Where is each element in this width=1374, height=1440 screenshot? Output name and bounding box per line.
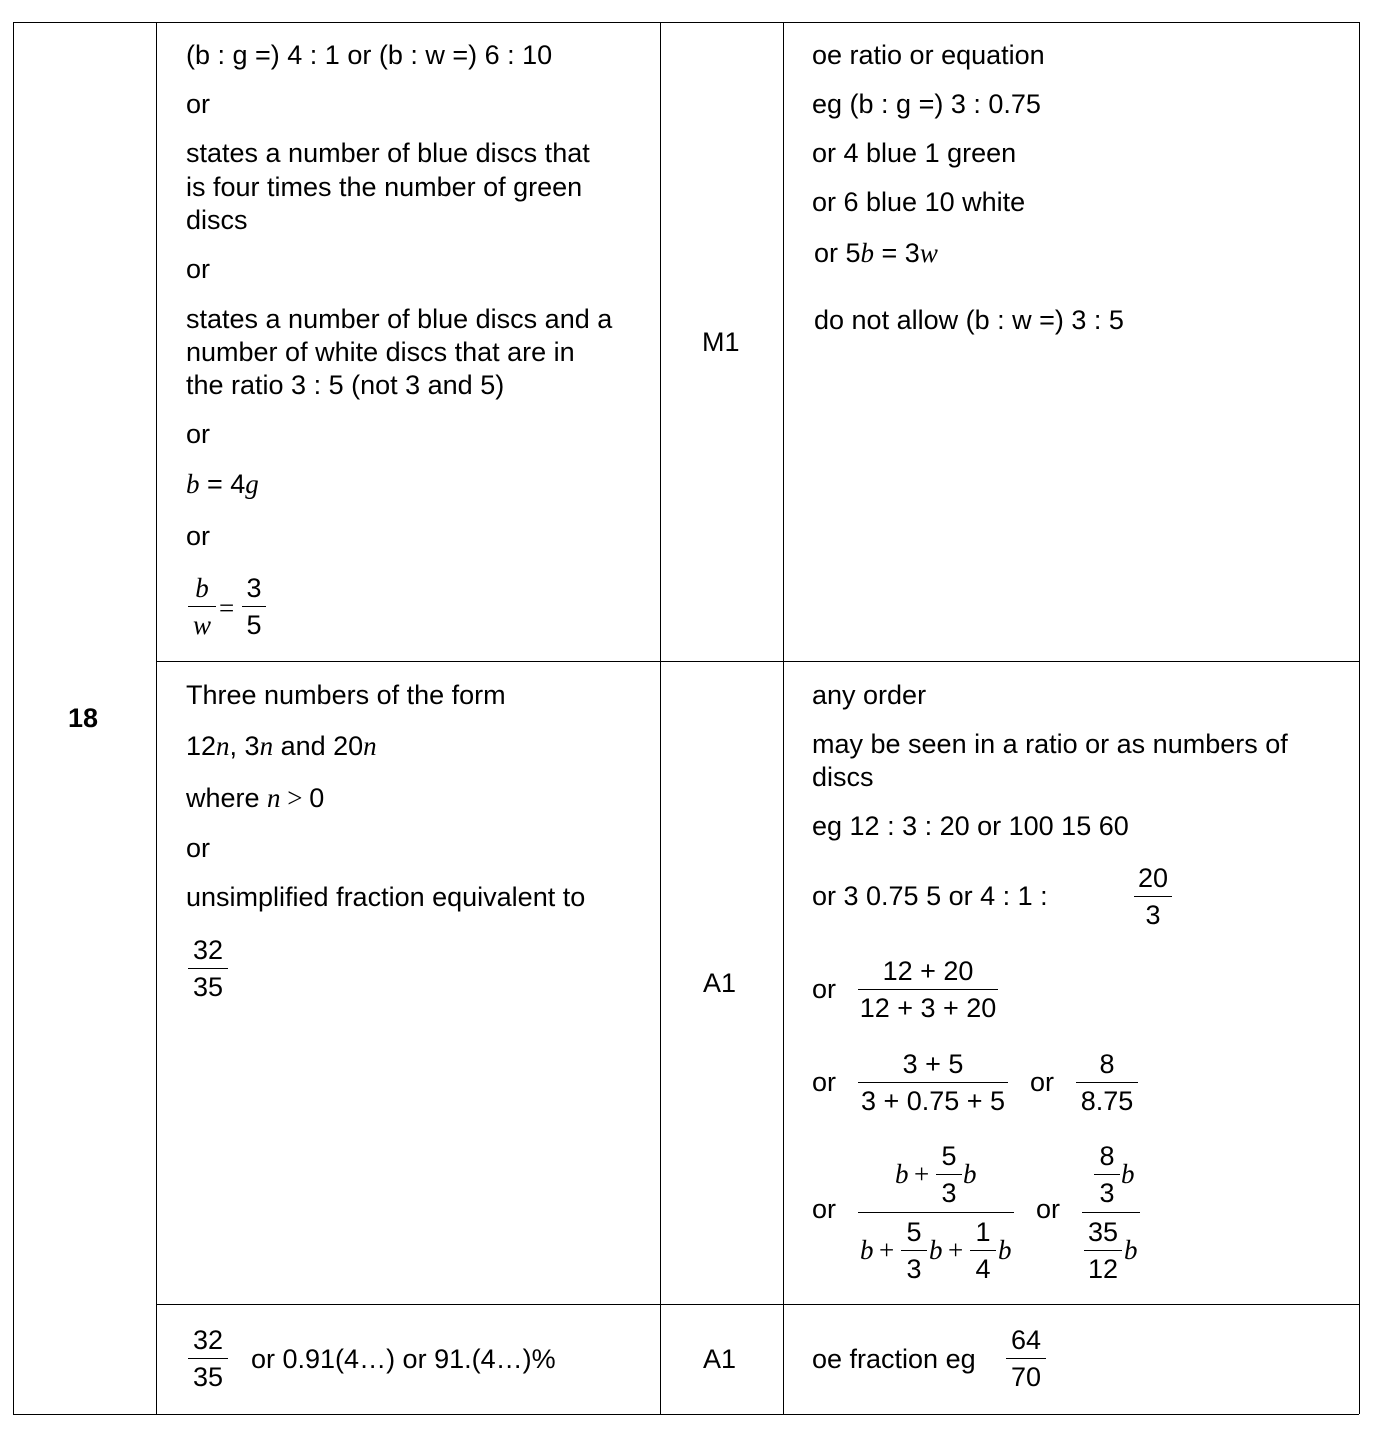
fraction-numerator: 3 <box>246 573 262 603</box>
comment-line: any order <box>812 680 927 710</box>
fraction-denominator: 5 <box>246 610 262 640</box>
or-text: or <box>186 254 211 284</box>
num-text: and 20 <box>273 731 364 761</box>
fraction-denominator: 70 <box>1010 1362 1042 1392</box>
comment-line: may be seen in a ratio or as numbers of <box>812 729 1288 759</box>
column-divider-3 <box>783 22 784 1414</box>
var-n: n <box>267 783 281 813</box>
column-divider-2 <box>660 22 661 1414</box>
fraction-numerator: 35 <box>1087 1217 1119 1247</box>
blue-green-line-2: is four times the number of green <box>186 172 583 202</box>
row-divider-2 <box>156 1304 1359 1305</box>
row-divider-1 <box>156 661 1359 662</box>
comment-line: eg 12 : 3 : 20 or 100 15 60 <box>812 811 1129 841</box>
gt-sign: > <box>280 783 310 813</box>
answer-line: unsimplified fraction equivalent to <box>186 882 586 912</box>
var-b: b <box>186 469 200 499</box>
fraction-denominator: 35 <box>192 972 224 1002</box>
or-text: or <box>812 1067 837 1097</box>
eq-text: or 5 <box>814 238 861 268</box>
fraction-denominator: 3 + 0.75 + 5 <box>860 1086 1006 1116</box>
num-text: 12 <box>186 731 217 761</box>
text: where <box>186 783 268 813</box>
row-3-mark: A1 <box>703 1344 737 1374</box>
text: 0 <box>309 783 325 813</box>
var-b: b <box>860 1235 874 1265</box>
blue-green-line-1: states a number of blue discs that <box>186 138 590 168</box>
or-text: or <box>812 974 837 1004</box>
comment-line: eg (b : g =) 3 : 0.75 <box>812 89 1041 119</box>
comment-equation <box>814 237 938 270</box>
num-text: , 3 <box>229 731 260 761</box>
ratio-line: (b : g =) 4 : 1 or (b : w =) 6 : 10 <box>186 40 553 70</box>
fraction-1-over-4 <box>970 1214 996 1287</box>
comment-line: or 3 0.75 5 or 4 : 1 : <box>812 881 1048 911</box>
var-w: w <box>919 238 938 268</box>
var-b: b <box>1124 1235 1138 1265</box>
fraction-numerator: 32 <box>192 1325 224 1355</box>
fraction-64-over-70 <box>1006 1322 1046 1395</box>
plus-sign: + <box>879 1235 895 1265</box>
fraction-numerator: 32 <box>192 935 224 965</box>
var-b: b <box>1121 1159 1135 1189</box>
fraction-denominator: w <box>192 610 211 640</box>
fraction-numerator: 12 + 20 <box>882 956 974 986</box>
var-b: b <box>963 1159 977 1189</box>
or-text: or <box>1036 1194 1061 1224</box>
fraction-32-over-35 <box>188 1322 228 1395</box>
var-b: b <box>860 238 875 268</box>
blue-white-line-3: the ratio 3 : 5 (not 3 and 5) <box>186 370 505 400</box>
blue-white-line-1: states a number of blue discs and a <box>186 304 613 334</box>
fraction-denominator: 3 <box>1145 900 1161 930</box>
fraction-sum-b <box>858 1046 1008 1119</box>
fraction-numerator: b <box>195 573 209 603</box>
fraction-numerator: 20 <box>1137 863 1169 893</box>
fraction-numerator: 5 <box>906 1217 922 1247</box>
fraction-denominator: 8.75 <box>1080 1086 1134 1116</box>
fraction-sum-a <box>858 953 998 1026</box>
fraction-denominator: 12 <box>1087 1254 1119 1284</box>
fraction-denominator: 3 <box>1099 1178 1115 1208</box>
or-text: or <box>186 89 211 119</box>
comment-line: do not allow (b : w =) 3 : 5 <box>814 305 1124 335</box>
comment-line: discs <box>812 762 874 792</box>
eq-text: = 3 <box>874 238 920 268</box>
or-text: or <box>186 419 211 449</box>
table-bottom-border <box>13 1414 1359 1415</box>
fraction-denominator: 3 <box>941 1178 957 1208</box>
fraction-5-over-3 <box>936 1138 962 1211</box>
equals-sign: = <box>219 593 235 623</box>
var-n: n <box>363 731 377 761</box>
fraction-denominator: 12 + 3 + 20 <box>859 993 997 1023</box>
comment-line: or 4 blue 1 green <box>812 138 1017 168</box>
plus-sign: + <box>948 1235 964 1265</box>
fraction-denominator: 3 <box>906 1254 922 1284</box>
comment-line: or 6 blue 10 white <box>812 187 1026 217</box>
form-12n-3n-20n <box>186 730 377 763</box>
fraction-bar <box>1082 1212 1140 1213</box>
answer-line: Three numbers of the form <box>186 680 506 710</box>
or-text: or <box>812 1194 837 1224</box>
or-text: or <box>186 521 211 551</box>
fraction-numerator: 3 + 5 <box>902 1049 964 1079</box>
fraction-numerator: 8 <box>1099 1141 1115 1171</box>
question-number: 18 <box>68 703 99 733</box>
table-top-border <box>13 22 1359 23</box>
fraction-numerator: 1 <box>975 1217 991 1247</box>
fraction-bar <box>858 1212 1014 1213</box>
or-text: or <box>186 833 211 863</box>
var-n: n <box>216 731 230 761</box>
fraction-b-over-w <box>188 570 216 643</box>
or-text: or <box>1030 1067 1055 1097</box>
row-1-mark: M1 <box>702 327 740 357</box>
comment-line: oe fraction eg <box>812 1344 976 1374</box>
eq-text: = 4 <box>199 469 246 499</box>
var-b: b <box>929 1235 943 1265</box>
var-n: n <box>259 731 274 761</box>
equation-b-4g <box>186 468 259 501</box>
where-n-gt-0 <box>186 782 324 815</box>
var-g: g <box>245 469 259 499</box>
var-b: b <box>895 1159 909 1189</box>
table-right-border <box>1359 22 1360 1414</box>
fraction-denominator: 35 <box>192 1362 224 1392</box>
fraction-numerator: 8 <box>1099 1049 1115 1079</box>
plus-sign: + <box>914 1159 930 1189</box>
fraction-35-over-12 <box>1084 1214 1122 1287</box>
var-b: b <box>998 1235 1012 1265</box>
fraction-20-over-3 <box>1134 860 1172 933</box>
fraction-32-over-35 <box>188 932 228 1005</box>
column-divider-1 <box>156 22 157 1414</box>
fraction-denominator: 4 <box>975 1254 991 1284</box>
answer-alternatives: or 0.91(4…) or 91.(4…)% <box>251 1344 556 1374</box>
row-2-mark: A1 <box>703 968 737 998</box>
fraction-numerator: 5 <box>941 1141 957 1171</box>
table-left-border <box>13 22 14 1414</box>
blue-green-line-3: discs <box>186 205 248 235</box>
comment-line: oe ratio or equation <box>812 40 1045 70</box>
fraction-8-over-3 <box>1094 1138 1120 1211</box>
fraction-3-over-5 <box>242 570 266 643</box>
fraction-8-over-8-75 <box>1076 1046 1138 1119</box>
fraction-numerator: 64 <box>1010 1325 1042 1355</box>
blue-white-line-2: number of white discs that are in <box>186 337 575 367</box>
fraction-5-over-3 <box>901 1214 927 1287</box>
